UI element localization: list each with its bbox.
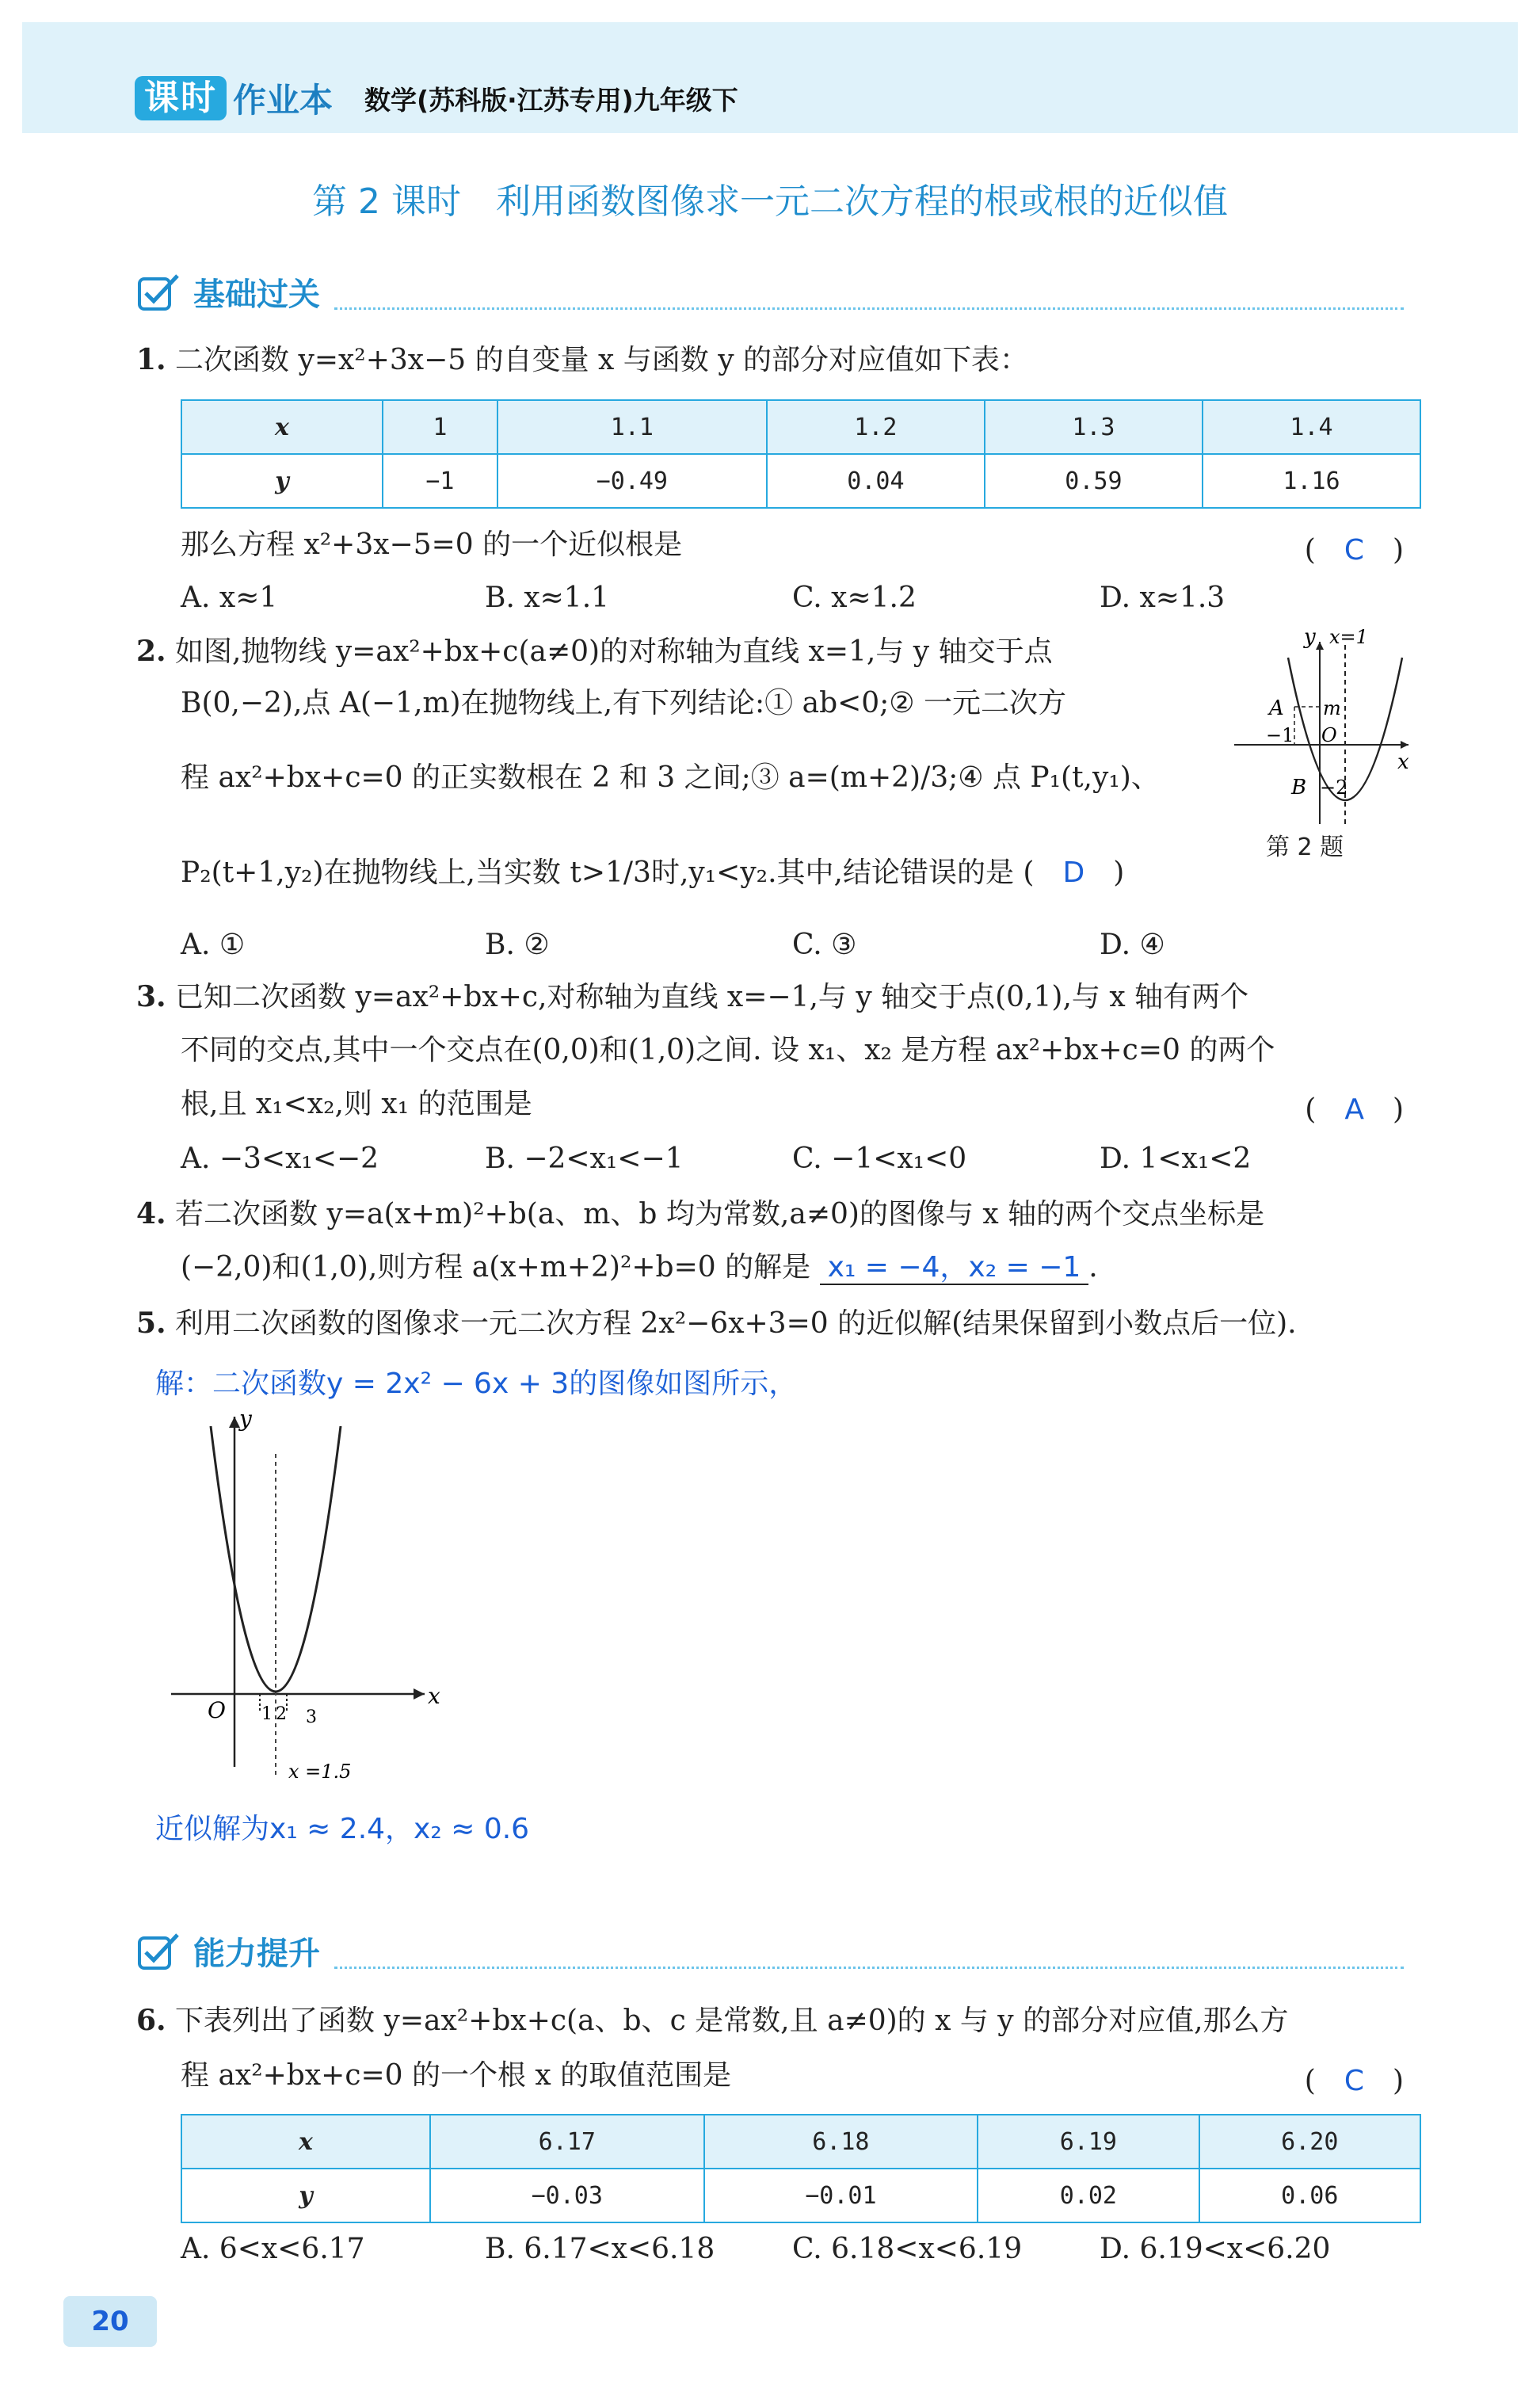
q1-number: 1.: [136, 343, 166, 376]
table-cell: −0.01: [704, 2169, 978, 2222]
q2-line-1: [136, 634, 1053, 670]
q6-number: 6.: [136, 2004, 166, 2037]
q6-option-a: A. 6<x<6.17: [181, 2233, 365, 2265]
q6-option-b: B. 6.17<x<6.18: [485, 2233, 715, 2265]
q4-answer: x₁ = −4，x₂ = −1: [820, 1251, 1089, 1285]
book-logo: [135, 76, 738, 120]
graph-label-y: y: [239, 1406, 252, 1432]
q3-option-c: C. −1<x₁<0: [792, 1143, 967, 1175]
q5-graph: [155, 1402, 472, 1783]
fig-label-A: A: [1269, 696, 1284, 720]
q5-stem: [136, 1306, 1297, 1341]
q2-text-1: 如图,抛物线 y=ax²+bx+c(a≠0)的对称轴为直线 x=1,与 y 轴交于点: [175, 635, 1053, 668]
q6-option-c: C. 6.18<x<6.19: [792, 2233, 1023, 2265]
q1-option-d: D. x≈1.3: [1100, 582, 1226, 614]
graph-tick-3: 3: [306, 1707, 317, 1727]
q2-option-a: A. ①: [181, 929, 246, 961]
q5-solution: 解：二次函数y = 2x² − 6x + 3的图像如图所示，: [155, 1368, 798, 1400]
graph-tick-2: 2: [276, 1704, 287, 1724]
q5-text: 利用二次函数的图像求一元二次方程 2x²−6x+3=0 的近似解(结果保留到小数点后一位).: [175, 1307, 1297, 1340]
page-number: 20: [63, 2296, 157, 2347]
table-cell: 6.18: [704, 2115, 978, 2169]
table-cell: 1.16: [1203, 454, 1420, 508]
q3-text-1: 已知二次函数 y=ax²+bx+c,对称轴为直线 x=−1,与 y 轴交于点(0,1),与 x 轴有两个: [175, 981, 1249, 1013]
q2-line-3: 程 ax²+bx+c=0 的正实数根在 2 和 3 之间;③ a=(m+2)/3;④ 点 P₁(t,y₁)、: [181, 761, 1160, 794]
section-divider: [334, 1967, 1404, 1969]
q6-line-1: [136, 2003, 1289, 2039]
fig-label-neg2: −2: [1320, 776, 1348, 799]
q2-answer: D: [1062, 856, 1085, 889]
q3-line-1: [136, 979, 1248, 1015]
q3-option-b: B. −2<x₁<−1: [485, 1143, 684, 1175]
q3-line-3: 根,且 x₁<x₂,则 x₁ 的范围是: [181, 1088, 532, 1120]
q5-number: 5.: [136, 1307, 166, 1340]
checkbox-icon: [136, 1932, 181, 1973]
q3-line-2: 不同的交点,其中一个交点在(0,0)和(1,0)之间. 设 x₁、x₂ 是方程 ax²+bx+c=0 的两个: [181, 1034, 1275, 1066]
fig-label-x: x: [1397, 750, 1409, 774]
table-cell: 0.06: [1199, 2169, 1420, 2222]
table-cell: −1: [383, 454, 497, 508]
graph-axis-label: x =1.5: [288, 1761, 352, 1783]
q3-answer: A: [1344, 1093, 1364, 1126]
section-divider: [334, 307, 1404, 310]
section-title: 基础过关: [193, 277, 320, 313]
q1-option-b: B. x≈1.1: [485, 582, 610, 614]
q1-answer: C: [1344, 534, 1364, 567]
logo-rest: 作业本: [233, 81, 334, 120]
fig-label-O: O: [1321, 724, 1337, 746]
table-cell: 1.4: [1203, 400, 1420, 454]
section-basic: [136, 266, 1404, 322]
q1-option-c: C. x≈1.2: [792, 582, 917, 614]
table-cell: 0.02: [978, 2169, 1199, 2222]
q4-text-1: 若二次函数 y=a(x+m)²+b(a、m、b 均为常数,a≠0)的图像与 x 轴的两个交点坐标是: [175, 1198, 1265, 1230]
q6-text-1: 下表列出了函数 y=ax²+bx+c(a、b、c 是常数,且 a≠0)的 x 与 y 的部分对应值,那么方: [175, 2005, 1289, 2037]
q1-stem: [136, 342, 1028, 378]
section-advanced: [136, 1925, 1404, 1981]
table-cell: 1: [383, 400, 497, 454]
q2-figure-caption: 第 2 题: [1266, 834, 1344, 861]
q2-figure: [1226, 626, 1416, 832]
graph-tick-1: 1: [261, 1704, 273, 1724]
table-header: y: [181, 2169, 430, 2222]
table-cell: 6.17: [430, 2115, 704, 2169]
q6-answer: C: [1344, 2065, 1364, 2097]
q3-answer-bracket: ( A ): [1305, 1093, 1404, 1126]
q1-option-a: A. x≈1: [181, 582, 278, 614]
logo-box: 课时: [135, 76, 227, 120]
table-cell: 1.2: [767, 400, 985, 454]
q6-line-2: 程 ax²+bx+c=0 的一个根 x 的取值范围是: [181, 2059, 732, 2092]
q3-option-d: D. 1<x₁<2: [1100, 1143, 1252, 1175]
q2-option-c: C. ③: [792, 929, 857, 961]
q6-table: [181, 2114, 1421, 2223]
q4-number: 4.: [136, 1197, 166, 1230]
table-header: y: [181, 454, 383, 508]
table-cell: 6.20: [1199, 2115, 1420, 2169]
subject-title: 数学(苏科版·江苏专用)九年级下: [364, 84, 738, 116]
table-row: [181, 400, 1420, 454]
table-cell: 1.1: [497, 400, 767, 454]
table-row: [181, 454, 1420, 508]
table-cell: −0.49: [497, 454, 767, 508]
q4-line-2: (−2,0)和(1,0),则方程 a(x+m+2)²+b=0 的解是 x₁ = −4，x₂ = −1 .: [181, 1251, 1098, 1284]
fig-label-axis: x=1: [1329, 626, 1368, 648]
q4-line-1: [136, 1196, 1264, 1232]
checkbox-icon: [136, 273, 181, 314]
table-row: [181, 2169, 1420, 2222]
q1-table: [181, 399, 1421, 509]
table-header: x: [181, 2115, 430, 2169]
table-row: [181, 2115, 1420, 2169]
q2-number: 2.: [136, 635, 166, 668]
q2-option-b: B. ②: [485, 929, 550, 961]
q1-text: 二次函数 y=x²+3x−5 的自变量 x 与函数 y 的部分对应值如下表：: [175, 344, 1029, 376]
fig-label-B: B: [1291, 776, 1307, 799]
q6-option-d: D. 6.19<x<6.20: [1100, 2233, 1331, 2265]
q2-line-4: P₂(t+1,y₂)在抛物线上,当实数 t>1/3时,y₁<y₂.其中,结论错误的是 ( D ): [181, 856, 1125, 889]
fig-label-y: y: [1304, 626, 1316, 649]
q2-text-4: P₂(t+1,y₂)在抛物线上,当实数 t>1/3时,y₁<y₂.其中,结论错误的是: [181, 856, 1014, 889]
q1-answer-bracket: ( C ): [1304, 534, 1404, 567]
q5-result: 近似解为x₁ ≈ 2.4，x₂ ≈ 0.6: [155, 1813, 530, 1845]
q3-number: 3.: [136, 980, 166, 1013]
table-cell: 0.59: [985, 454, 1203, 508]
graph-label-O: O: [208, 1697, 226, 1723]
table-cell: −0.03: [430, 2169, 704, 2222]
table-cell: 1.3: [985, 400, 1203, 454]
table-cell: 6.19: [978, 2115, 1199, 2169]
q6-answer-bracket: ( C ): [1304, 2065, 1404, 2097]
q1-question: 那么方程 x²+3x−5=0 的一个近似根是: [181, 528, 683, 561]
q2-option-d: D. ④: [1100, 929, 1165, 961]
q3-option-a: A. −3<x₁<−2: [181, 1143, 379, 1175]
fig-label-m: m: [1323, 697, 1341, 719]
q4-text-2: (−2,0)和(1,0),则方程 a(x+m+2)²+b=0 的解是: [181, 1251, 811, 1284]
q2-line-2: B(0,−2),点 A(−1,m)在抛物线上,有下列结论:① ab<0;② 一元二次方: [181, 687, 1067, 719]
table-cell: 0.04: [767, 454, 985, 508]
table-header: x: [181, 400, 383, 454]
section-title: 能力提升: [193, 1936, 320, 1972]
fig-label-neg1: −1: [1266, 724, 1294, 746]
graph-label-x: x: [428, 1683, 440, 1709]
lesson-title: 第 2 课时 利用函数图像求一元二次方程的根或根的近似值: [312, 181, 1228, 222]
